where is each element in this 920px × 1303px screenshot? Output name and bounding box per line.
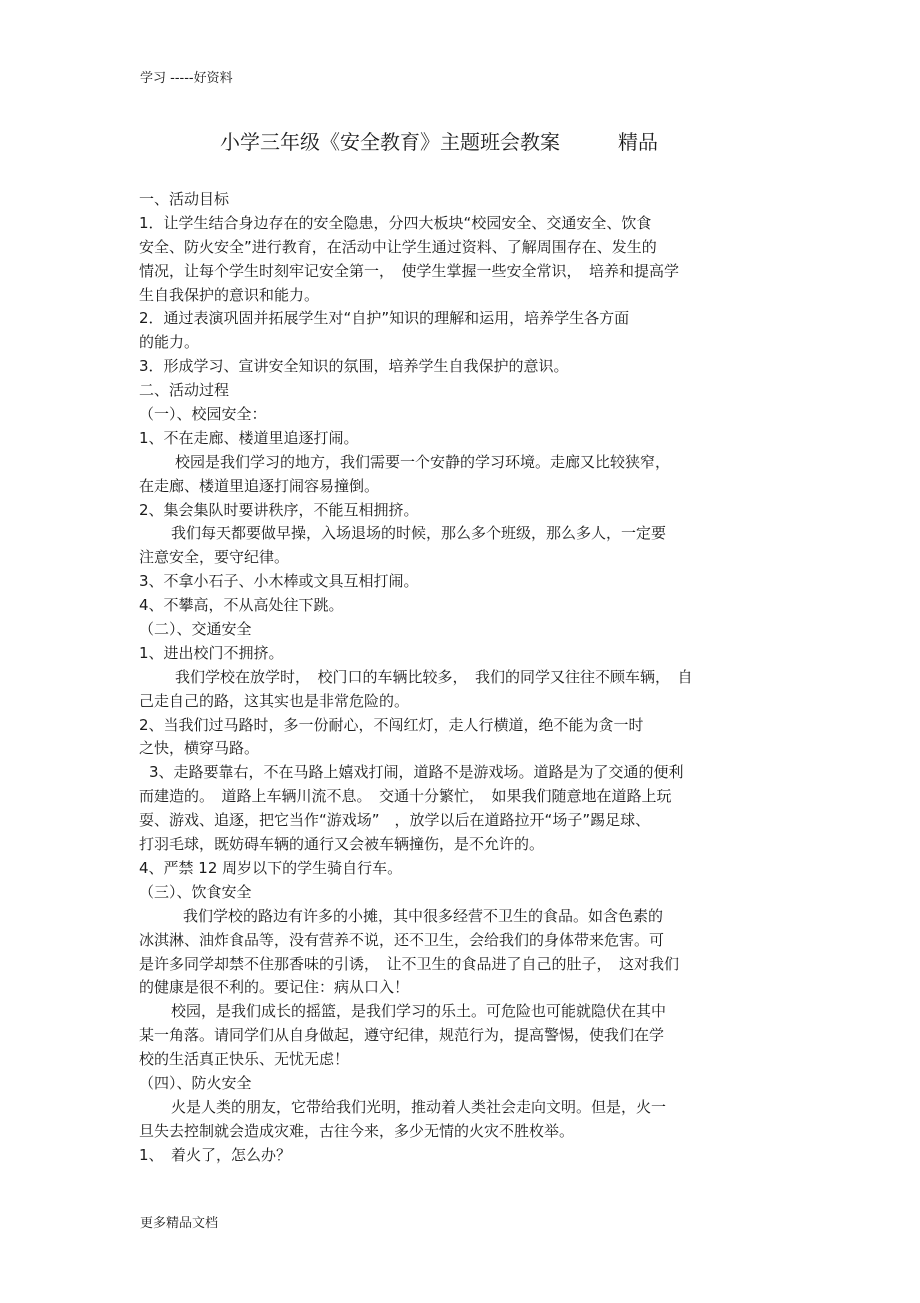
page-title	[220, 126, 658, 155]
paragraph-line: 之快，横穿马路。	[139, 739, 260, 758]
page-footer: 更多精品文档	[140, 1216, 219, 1231]
paragraph-line: 的能力。	[139, 333, 200, 352]
list-item: 4、严禁 12 周岁以下的学生骑自行车。	[139, 858, 403, 877]
subsection-heading: （一）、校园安全：	[139, 405, 267, 424]
list-item: 2、集会集队时要讲秩序，不能互相拥挤。	[139, 500, 419, 519]
list-item: 1、进出校门不拥挤。	[139, 643, 284, 662]
paragraph-line: 校的生活真正快乐、无忧无虑！	[139, 1050, 350, 1069]
paragraph-line: 打羽毛球，既妨碍车辆的通行又会被车辆撞伤，是不允许的。	[139, 835, 545, 854]
paragraph-line: 己走自己的路，这其实也是非常危险的。	[139, 691, 410, 710]
paragraph-line: 我们学校的路边有许多的小摊，其中很多经营不卫生的食品。如含色素的	[183, 906, 664, 925]
subsection-heading: （二）、交通安全	[139, 620, 252, 639]
title-tag: 精品	[618, 130, 658, 154]
list-item: 4、不攀高，不从高处往下跳。	[139, 596, 344, 615]
list-item: 3、不拿小石子、小木棒或文具互相打闹。	[139, 572, 419, 591]
paragraph-line: 在走廊、楼道里追逐打闹容易撞倒。	[139, 476, 380, 495]
paragraph-line: 安全、防火安全”进行教育，在活动中让学生通过资料、了解周围存在、发生的	[139, 237, 657, 256]
paragraph-line: 是许多同学却禁不住那香味的引诱， 让不卫生的食品进了自己的肚子， 这对我们	[139, 954, 680, 973]
document-body	[139, 188, 789, 1168]
paragraph-line: 的健康是很不利的。要记住：病从口入！	[139, 978, 410, 997]
paragraph-line: 3．形成学习、宣讲安全知识的氛围，培养学生自我保护的意识。	[139, 357, 569, 376]
paragraph-line: 耍、游戏、追逐，把它当作“游戏场” ，放学以后在道路拉开“场子”踢足球、	[139, 811, 651, 830]
paragraph-line: 旦失去控制就会造成灾难，古往今来，多少无情的火灾不胜枚举。	[139, 1121, 575, 1140]
subsection-heading: （三）、饮食安全	[139, 882, 252, 901]
title-text: 小学三年级《安全教育》主题班会教案	[220, 130, 560, 154]
paragraph-line: 校园是我们学习的地方，我们需要一个安静的学习环境。走廊又比较狭窄，	[175, 452, 671, 471]
paragraph-line: 注意安全，要守纪律。	[139, 548, 290, 567]
paragraph-line: 情况，让每个学生时刻牢记安全第一， 使学生掌握一些安全常识， 培养和提高学	[139, 261, 680, 280]
page-header: 学习 -----好资料	[140, 71, 233, 86]
paragraph-line: 2．通过表演巩固并拓展学生对“自护”知识的理解和运用，培养学生各方面	[139, 309, 630, 328]
section-heading: 一、活动目标	[139, 190, 230, 208]
subsection-heading: （四）、防火安全	[139, 1073, 252, 1092]
paragraph-line: 1．让学生结合身边存在的安全隐患，分四大板块“校园安全、交通安全、饮食	[139, 213, 652, 232]
section-heading: 二、活动过程	[139, 381, 230, 400]
paragraph-line: 我们每天都要做早操，入场退场的时候，那么多个班级，那么多人，一定要	[171, 524, 667, 543]
list-item: 1、 着火了，怎么办？	[139, 1145, 292, 1164]
list-item: 3、走路要靠右，不在马路上嬉戏打闹，道路不是游戏场。道路是为了交通的便利	[149, 763, 684, 782]
paragraph-line: 某一角落。请同学们从自身做起，遵守纪律，规范行为，提高警惕，使我们在学	[139, 1026, 665, 1045]
list-item: 2、当我们过马路时，多一份耐心，不闯红灯，走人行横道，绝不能为贪一时	[139, 715, 644, 734]
paragraph-line: 生自我保护的意识和能力。	[139, 285, 320, 304]
paragraph-line: 我们学校在放学时， 校门口的车辆比较多， 我们的同学又往往不顾车辆， 自	[175, 667, 693, 686]
paragraph-line: 而建造的。 道路上车辆川流不息。 交通十分繁忙， 如果我们随意地在道路上玩	[139, 787, 672, 806]
paragraph-line: 校园，是我们成长的摇篮，是我们学习的乐土。可危险也可能就隐伏在其中	[171, 1002, 667, 1021]
list-item: 1、不在走廊、楼道里追逐打闹。	[139, 428, 359, 447]
paragraph-line: 冰淇淋、油炸食品等，没有营养不说，还不卫生，会给我们的身体带来危害。可	[139, 930, 665, 949]
paragraph-line: 火是人类的朋友，它带给我们光明，推动着人类社会走向文明。但是，火一	[171, 1097, 667, 1116]
